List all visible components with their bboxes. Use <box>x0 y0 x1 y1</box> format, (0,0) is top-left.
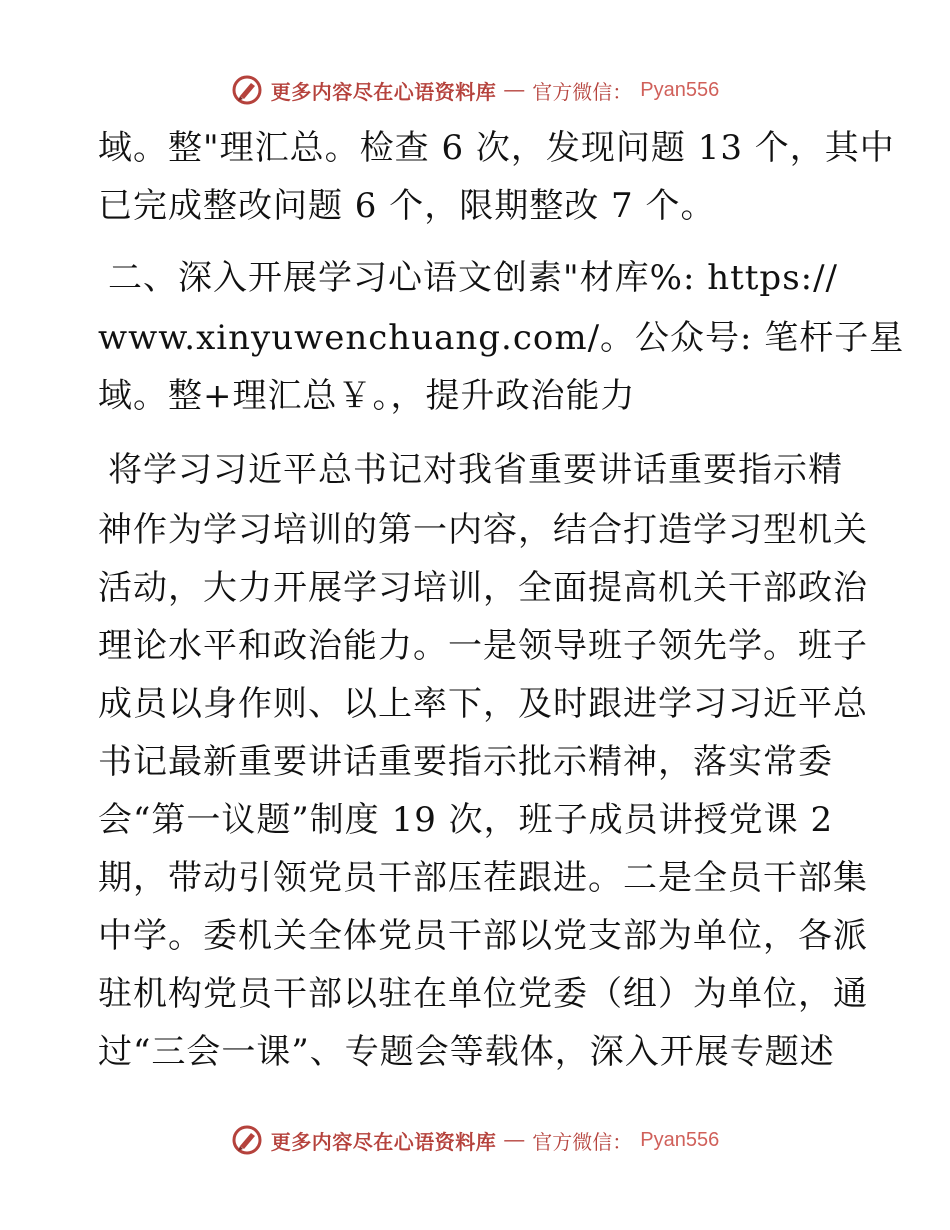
text-line: 神作为学习培训的第一内容，结合打造学习型机关 <box>98 510 868 550</box>
text-line: 活动，大力开展学习培训，全面提高机关干部政治 <box>98 568 868 608</box>
banner-text: 更多内容尽在心语资料库 <box>270 81 497 104</box>
text-line: 过“三会一课”、专题会等载体，深入开展专题述 <box>98 1032 835 1072</box>
text-line: 书记最新重要讲话重要指示批示精神，落实常委 <box>98 742 833 782</box>
text-line: 驻机构党员干部以驻在单位党委（组）为单位，通 <box>98 974 868 1014</box>
banner-dash: — <box>504 1128 525 1151</box>
text-line: 中学。委机关全体党员干部以党支部为单位，各派 <box>98 916 868 956</box>
text-line: www.xinyuwenchuang.com/。公众号: 笔杆子星 <box>98 318 905 358</box>
pen-circle-logo-icon <box>231 1124 263 1156</box>
paragraph-start: 将学习习近平总书记对我省重要讲话重要指示精 <box>108 450 843 490</box>
wechat-label: 官方微信： <box>532 1131 633 1154</box>
footer-banner <box>0 1120 950 1160</box>
text-line: 成员以身作则、以上率下，及时跟进学习习近平总 <box>98 684 868 724</box>
banner-text: 更多内容尽在心语资料库 <box>270 1131 497 1154</box>
wechat-id: Pyan556 <box>640 1128 720 1151</box>
wechat-id: Pyan556 <box>640 78 720 101</box>
text-line: 域。整"理汇总。检查 6 次，发现问题 13 个，其中 <box>98 128 895 168</box>
text-line: 会“第一议题”制度 19 次，班子成员讲授党课 2 <box>98 800 834 840</box>
text-line: 期，带动引领党员干部压茬跟进。二是全员干部集 <box>98 858 868 898</box>
banner-dash: — <box>504 78 525 101</box>
section-heading: 二、深入开展学习心语文创素"材库%: https:// <box>108 258 839 298</box>
text-line: 理论水平和政治能力。一是领导班子领先学。班子 <box>98 626 868 666</box>
text-line: 域。整+理汇总￥。，提升政治能力 <box>98 376 636 416</box>
text-line: 已完成整改问题 6 个，限期整改 7 个。 <box>98 186 716 226</box>
pen-circle-logo-icon <box>231 74 263 106</box>
header-banner <box>0 70 950 110</box>
wechat-label: 官方微信： <box>532 81 633 104</box>
